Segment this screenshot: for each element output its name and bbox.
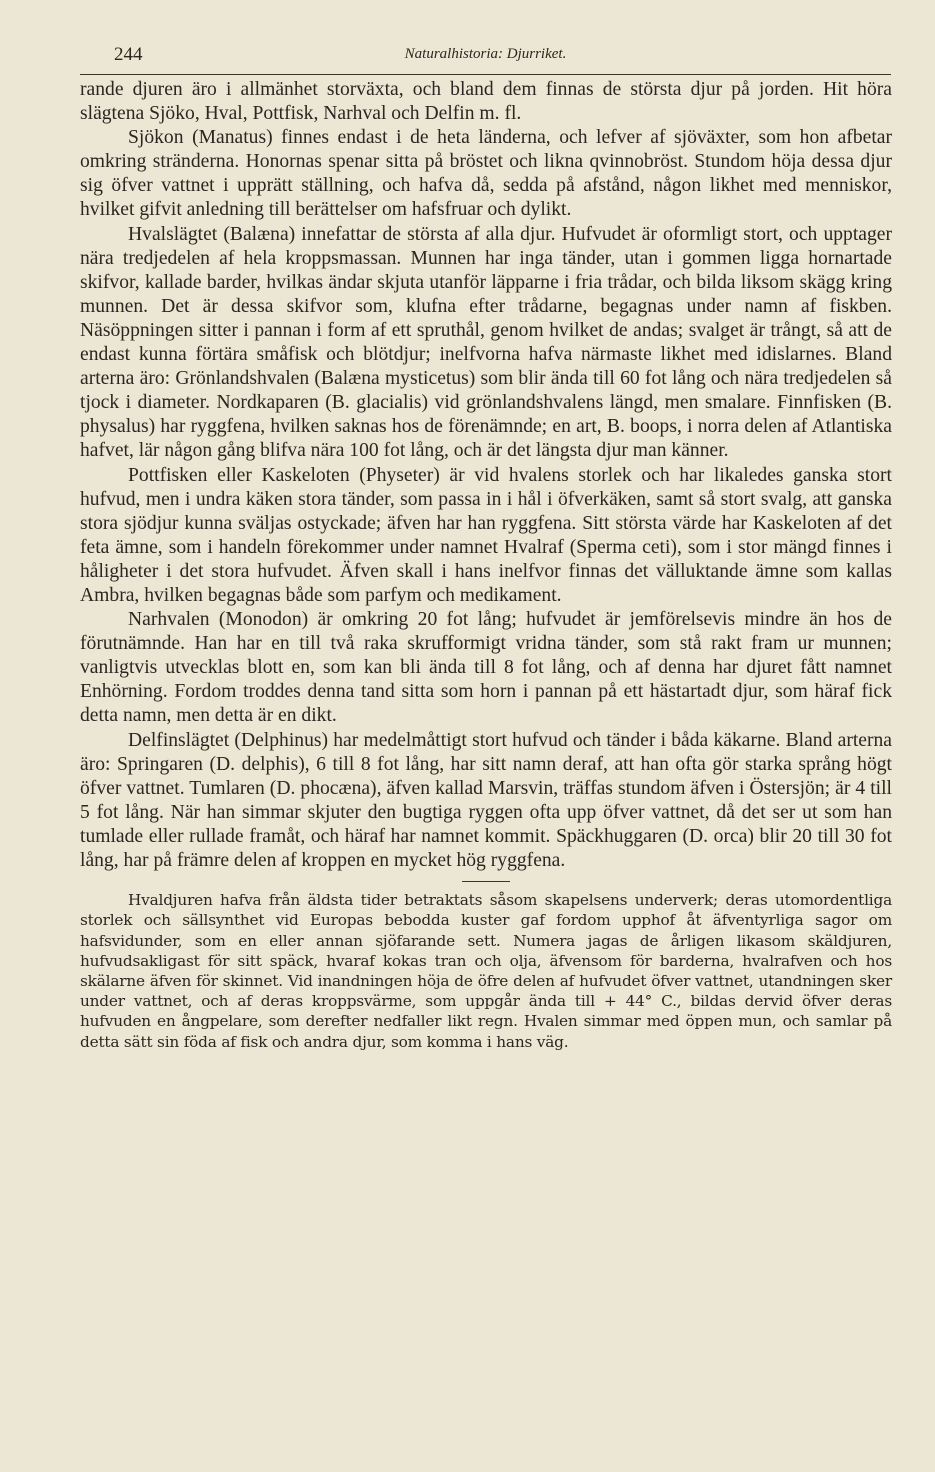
footnote: Hvaldjuren hafva från äldsta tider betraktats såsom skapelsens underverk; deras utomordentliga storlek och sällsynthet vid Europas bebodda kuster gaf fordom upphof åt äfventyrliga sagor om hafsvidunder, som en eller annan sjöfarande sett. Numera jagas de årligen likasom skäldjuren, hufvudsakligast för sitt späck, hvaraf kokas tran och olja, äfvensom för barderna, hvalrafven och hos skälarne äfven för skinnet. Vid inandningen höja de öfre delen af hufvudet öfver vattnet, utandningen sker under vattnet, och af deras kroppsvärme, som uppgår ända till + 44° C., bildas dervid öfver deras hufvuden en ångpelare, som derefter nedfaller likt regn. Hvalen simmar med öppen mun, och samlar på detta sätt sin föda af fisk och andra djur, som komma i hans väg. <box>80 891 892 1051</box>
page-header <box>80 38 891 68</box>
paragraph-pottfisken: Pottfisken eller Kaskeloten (Physeter) är vid hvalens storlek och har likaledes ganska stort hufvud, men i undra käken stora tänder, som passa in i hål i öfverkäken, samt så stort svalg, att ganska stora sjödjur kunna sväljas ostyckade; äfven har han ryggfena. Sitt största värde har Kaskeloten af det feta ämne, som i handeln förekommer under namnet Hvalraf (Sperma ceti), som i stor mängd finnes i håligheter i det stora hufvudet. Äfven skall i hans inelfvor finnas det välluktande ämne som kallas Ambra, hvilken begagnas både som parfym och medikament. <box>80 464 892 606</box>
header-rule <box>80 74 891 75</box>
page-number: 244 <box>114 44 143 65</box>
paragraph-narhvalen: Narhvalen (Monodon) är omkring 20 fot lång; hufvudet är jemförelsevis mindre än hos de förutnämnde. Han har en till två raka skrufformigt vridna tänder, som stå rakt fram ur munnen; vanligtvis utvecklas blott en, som kan bli ända till 8 fot lång, och af denna har djuret fått namnet Enhörning. Fordom troddes denna tand sitta som horn i pannan på ett hästartadt djur, som häraf fick detta namn, men detta är en dikt. <box>80 609 892 727</box>
footnote-separator <box>462 881 510 882</box>
page-body <box>80 78 892 1052</box>
paragraph-delfinslagtet: Delfinslägtet (Delphinus) har medelmåttigt stort hufvud och tänder i båda käkarne. Bland arterna äro: Springaren (D. delphis), 6 till 8 fot lång, har sitt namn deraf, att han ofta gör starka språng högt öfver vattnet. Tumlaren (D. phocæna), äfven kallad Marsvin, träffas stundom äfven i Östersjön; är 4 till 5 fot lång. När han simmar skjuter den bugtiga ryggen ofta upp öfver vattnet, då det ser ut som han tumlade eller rullade framåt, och häraf har namnet kommit. Späckhuggaren (D. orca) blir 20 till 30 fot lång, har på främre delen af kroppen en mycket hög ryggfena. <box>80 729 892 871</box>
paragraph-sjokon: Sjökon (Manatus) finnes endast i de heta länderna, och lefver af sjöväxter, som hon afbetar omkring stränderna. Honornas spenar sitta på bröstet och likna qvinnobröst. Stundom höja dessa djur sig öfver vattnet i upprätt ställning, och hafva då, sedda på afstånd, någon likhet med menniskor, hvilket gifvit anledning till berättelser om hafsfruar och dylikt. <box>80 127 892 221</box>
paragraph-intro: rande djuren äro i allmänhet storväxta, och bland dem finnas de största djur på jorden. Hit höra slägtena Sjöko, Hval, Pottfisk, Narhval och Delfin m. fl. <box>80 79 892 125</box>
paragraph-hvalslagtet: Hvalslägtet (Balæna) innefattar de största af alla djur. Hufvudet är oformligt stort, och upptager nära tredjedelen af hela kroppsmassan. Munnen har inga tänder, utan i gommen ligga hornartade skifvor, kallade barder, hvilkas ändar skjuta utanför läpparne i fria trådar, och bilda liksom skägg kring munnen. Det är dessa skifvor som, klufna efter trådarne, begagnas under namn af fiskben. Näsöppningen sitter i pannan i form af ett spruthål, genom hvilket de andas; svalget är trångt, så att de endast kunna förtära småfisk och blötdjur; inelfvorna hafva närmaste likhet med idislarnes. Bland arterna äro: Grönlandshvalen (Balæna mysticetus) som blir ända till 60 fot lång och nära tredjedelen så tjock i diameter. Nordkaparen (B. glacialis) vid grönlandshvalens längd, men smalare. Finnfisken (B. physalus) har ryggfena, hvilken saknas hos de förenämnde; en art, B. boops, i norra delen af Atlantiska hafvet, lär någon gång blifva nära 100 fot lång, och är det längsta djur man känner. <box>80 223 892 462</box>
running-title: Naturalhistoria: Djurriket. <box>404 46 567 62</box>
